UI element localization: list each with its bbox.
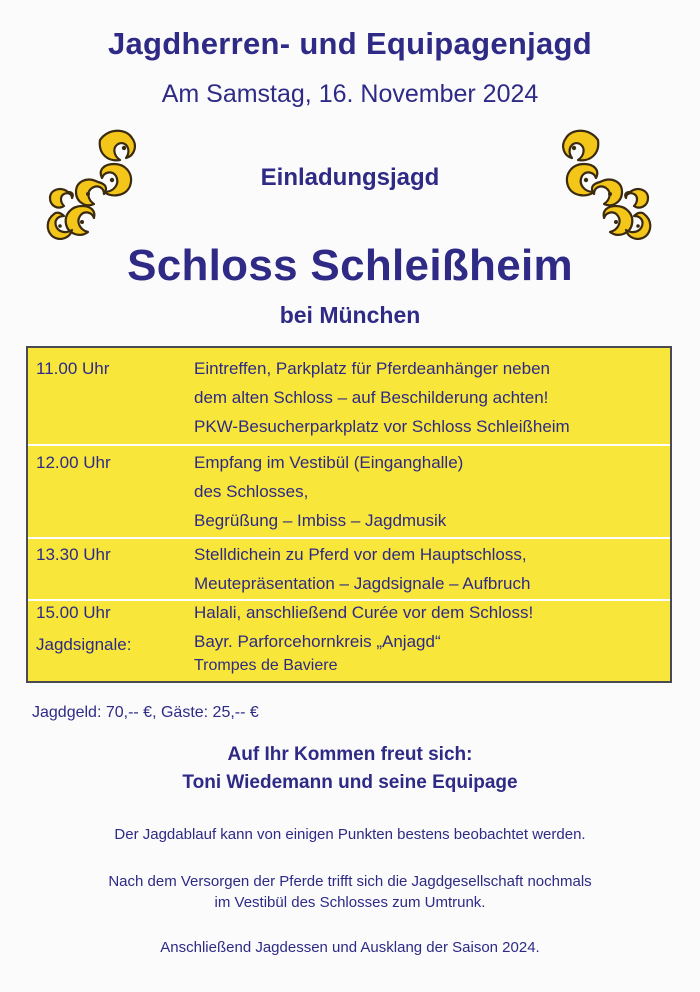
schedule-text: des Schlosses,: [194, 482, 309, 501]
schedule-text: Bayr. Parforcehornkreis „Anjagd“: [194, 632, 441, 651]
schedule-text: Empfang im Vestibül (Einganghalle): [194, 453, 464, 472]
hosts-name: Toni Wiedemann und seine Equipage: [182, 772, 518, 793]
schedule-text: PKW-Besucherparkplatz vor Schloss Schleißheim: [194, 417, 570, 436]
after-hunt-note: im Vestibül des Schlosses zum Umtrunk.: [214, 894, 486, 911]
closing-note: Anschließend Jagdessen und Ausklang der Saison 2024.: [160, 939, 540, 956]
schedule-text: Begrüßung – Imbiss – Jagdmusik: [194, 511, 447, 530]
invitation-heading: Einladungsjagd: [260, 164, 440, 191]
schedule-text: Stelldichein zu Pferd vor dem Hauptschloss,: [194, 545, 527, 564]
observation-note: Der Jagdablauf kann von einigen Punkten bestens beobachtet werden.: [114, 826, 586, 843]
schedule-text: Trompes de Baviere: [194, 657, 338, 674]
location-title: Schloss Schleißheim: [127, 241, 573, 290]
schedule-text: Halali, anschließend Curée vor dem Schloss!: [194, 603, 534, 622]
schedule-time: 12.00 Uhr: [36, 453, 111, 472]
schedule-time: 11.00 Uhr: [36, 359, 110, 378]
fee-text: Jagdgeld: 70,-- €, Gäste: 25,-- €: [32, 704, 259, 721]
page-title: Jagdherren- und Equipagenjagd: [107, 26, 593, 61]
location-subtitle: bei München: [279, 302, 421, 328]
schedule-time: 13.30 Uhr: [36, 545, 111, 564]
schedule-label: Jagdsignale:: [36, 635, 132, 654]
schedule-time: 15.00 Uhr: [36, 603, 111, 622]
after-hunt-note: Nach dem Versorgen der Pferde trifft sich die Jagdgesellschaft nochmals: [108, 873, 592, 890]
schedule-text: Eintreffen, Parkplatz für Pferdeanhänger neben: [194, 359, 550, 378]
schedule-divider: [28, 537, 670, 539]
schedule-table: [26, 346, 672, 683]
schedule-text: dem alten Schloss – auf Beschilderung achten!: [194, 388, 549, 407]
hosts-heading: Auf Ihr Kommen freut sich:: [227, 744, 473, 765]
schedule-text: Meutepräsentation – Jagdsignale – Aufbruch: [194, 574, 531, 593]
event-date: Am Samstag, 16. November 2024: [161, 80, 539, 108]
schedule-divider: [28, 444, 670, 446]
